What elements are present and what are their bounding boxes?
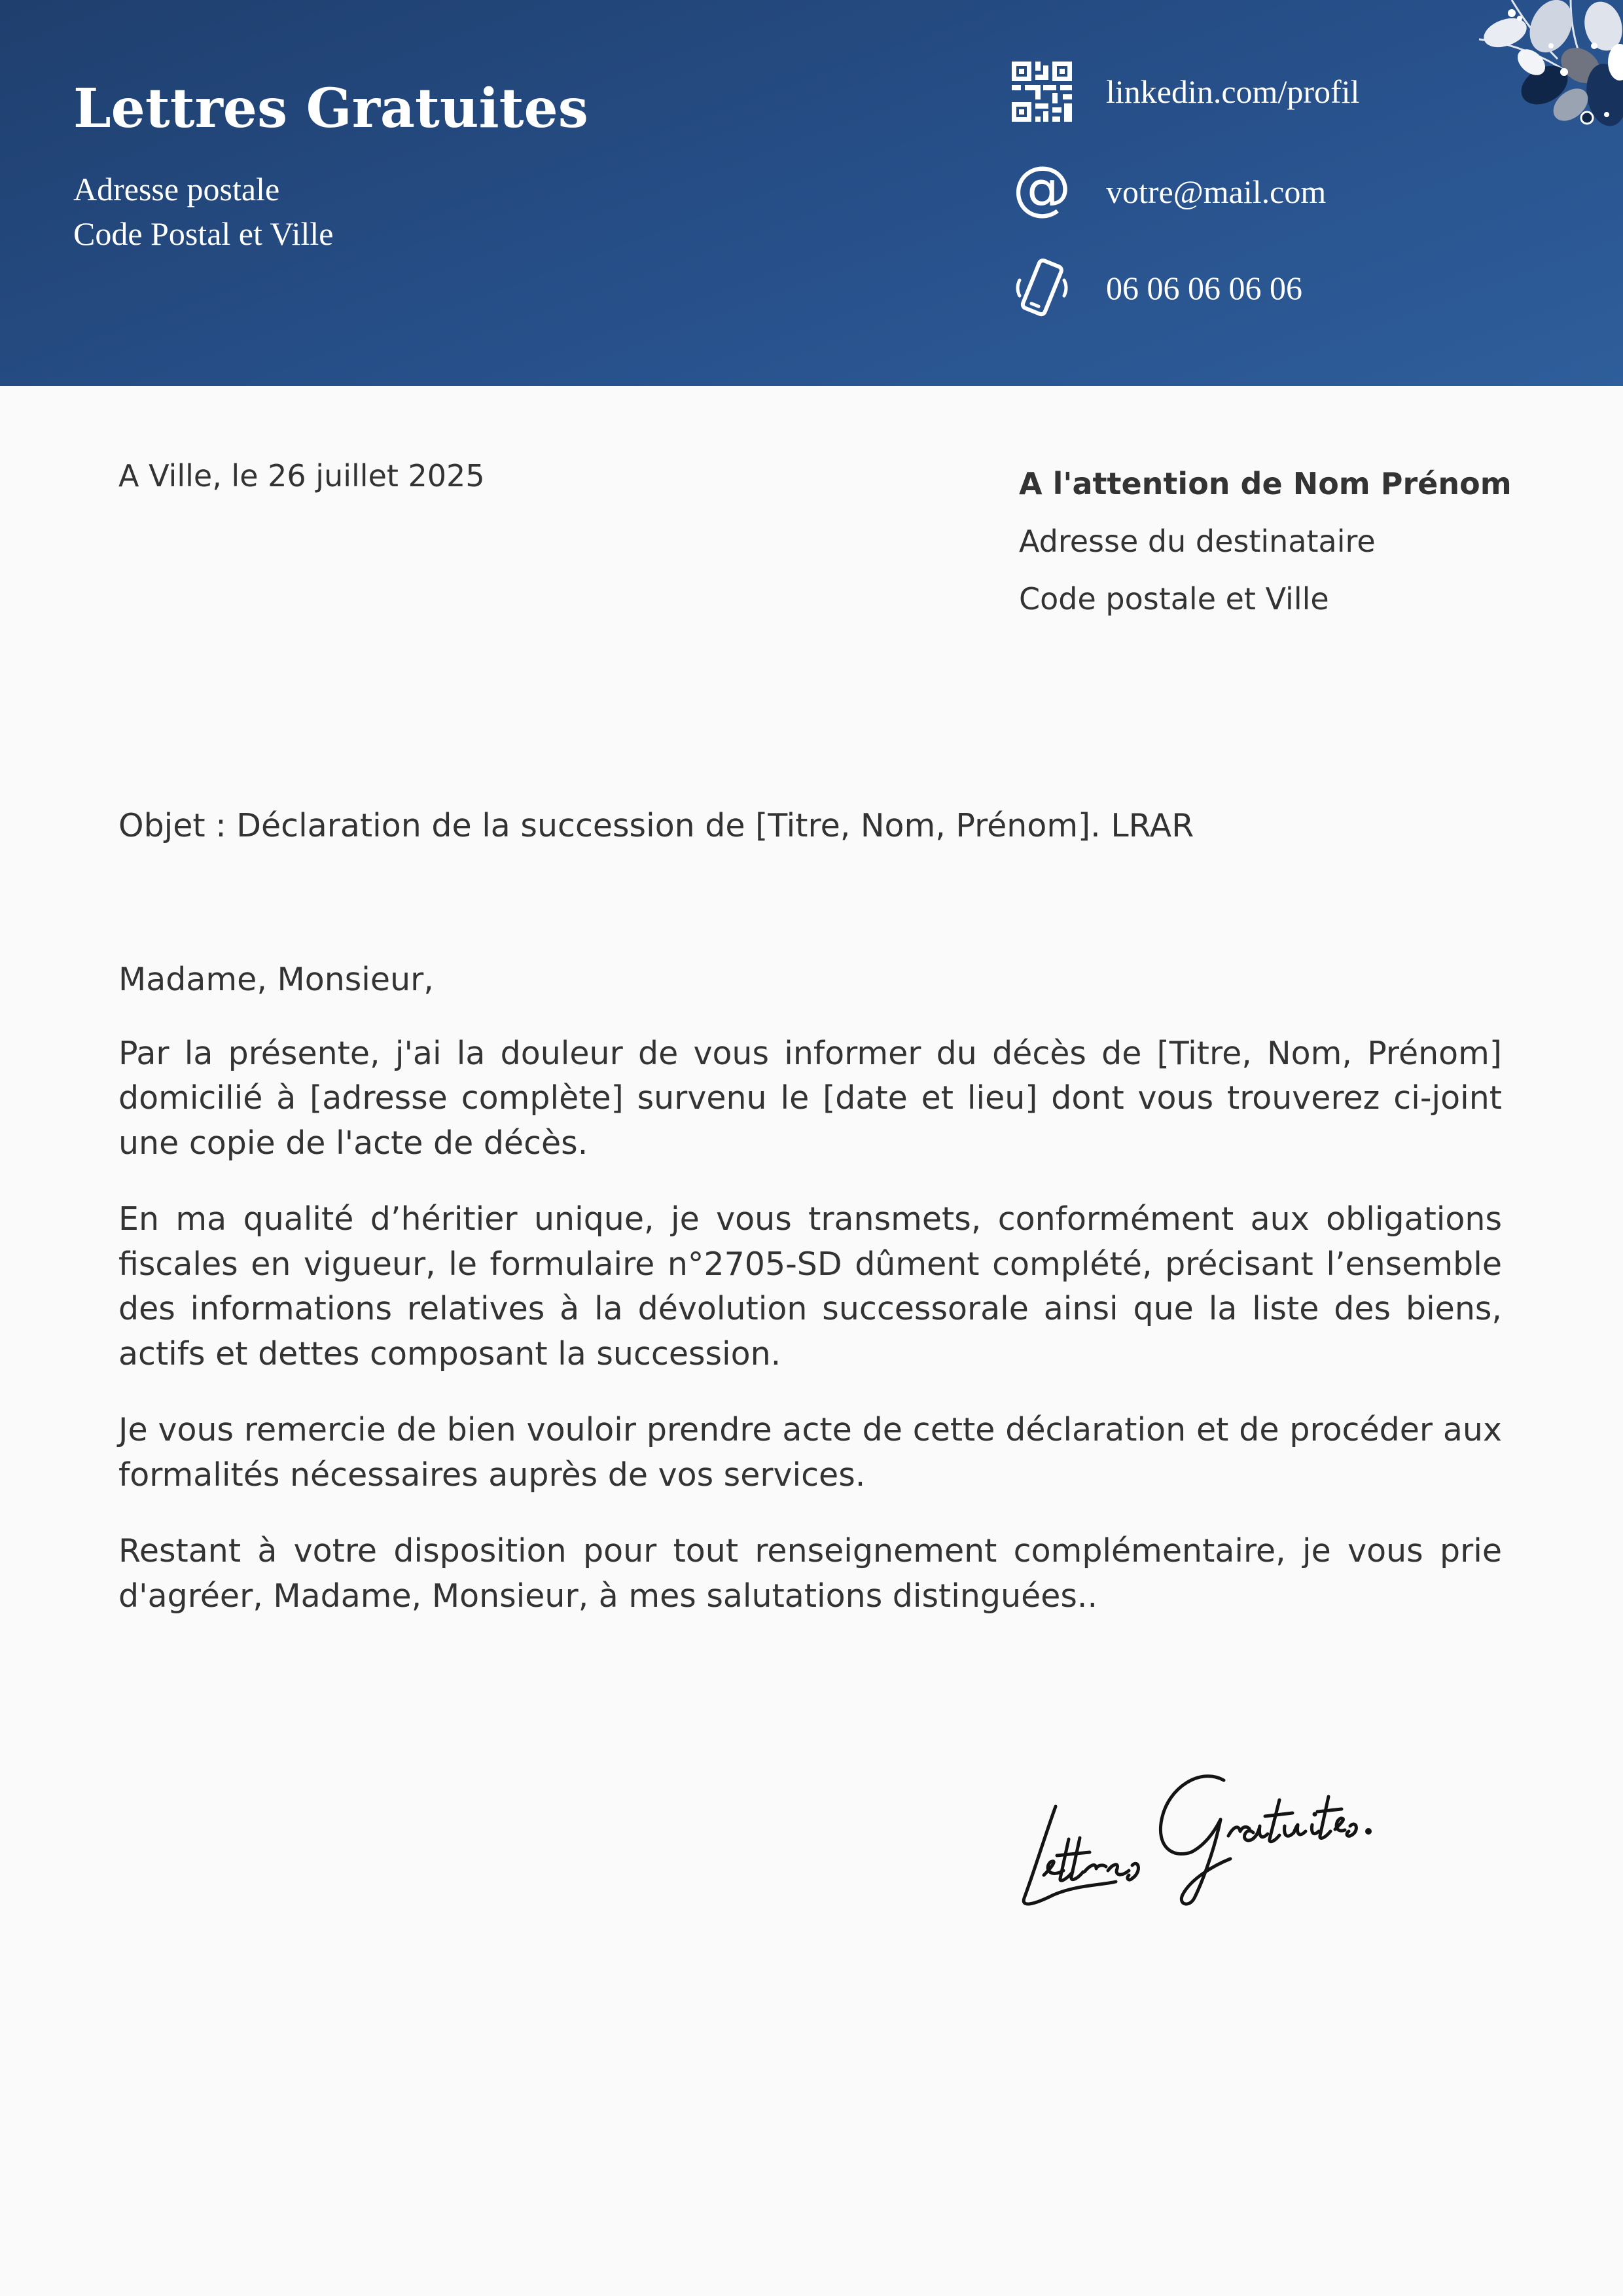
at-sign-icon: @ (1012, 154, 1071, 223)
linkedin-link[interactable]: linkedin.com/profil (1106, 73, 1360, 110)
handwritten-signature (1005, 1761, 1384, 1918)
contact-email (1009, 156, 1507, 228)
qr-code-icon (1009, 59, 1075, 124)
sender-address (73, 167, 333, 256)
letter-body (118, 958, 1502, 1650)
body-paragraph: Je vous remercie de bien vouloir prendre acte de cette déclaration et de procéder aux formalités nécessaires auprès de vos services. (118, 1411, 1502, 1494)
floral-ornament-icon (1472, 0, 1623, 157)
recipient-address: Adresse du destinataire (1019, 524, 1376, 559)
smartphone-icon (1009, 255, 1075, 321)
sender-name: Lettres Gratuites (73, 77, 588, 140)
place-date: A Ville, le 26 juillet 2025 (118, 458, 485, 493)
recipient-block (1019, 455, 1512, 628)
salutation: Madame, Monsieur, (118, 961, 434, 998)
phone-number[interactable]: 06 06 06 06 06 (1106, 270, 1302, 306)
recipient-name: A l'attention de Nom Prénom (1019, 466, 1512, 501)
body-paragraph: Par la présente, j'ai la douleur de vous informer du décès de [Titre, Nom, Prénom] domicilié à [adresse complète] survenu le [date et lieu] dont vous trouverez ci-joint une copie de l'acte de décès. (118, 1034, 1502, 1162)
sender-address-line: Adresse postale (73, 171, 280, 207)
closing-paragraph: Restant à votre disposition pour tout renseignement complémentaire, je vous prie d'agréer, Madame, Monsieur, à mes salutations distinguées.. (118, 1532, 1502, 1615)
letter-header (0, 0, 1623, 386)
contact-linkedin (1009, 56, 1507, 128)
email-link[interactable]: votre@mail.com (1106, 173, 1327, 210)
contact-phone (1009, 252, 1507, 324)
letter-subject: Objet : Déclaration de la succession de [Titre, Nom, Prénom]. LRAR (118, 807, 1194, 844)
recipient-city: Code postale et Ville (1019, 581, 1329, 617)
body-paragraph: En ma qualité d’héritier unique, je vous transmets, conformément aux obligations fiscales en vigueur, le formulaire n°2705-SD dûment complété, précisant l’ensemble des informations relatives à la dévolution successorale ainsi que la liste des biens, actifs et dettes composant la succession. (118, 1200, 1502, 1372)
sender-city-line: Code Postal et Ville (73, 215, 334, 252)
